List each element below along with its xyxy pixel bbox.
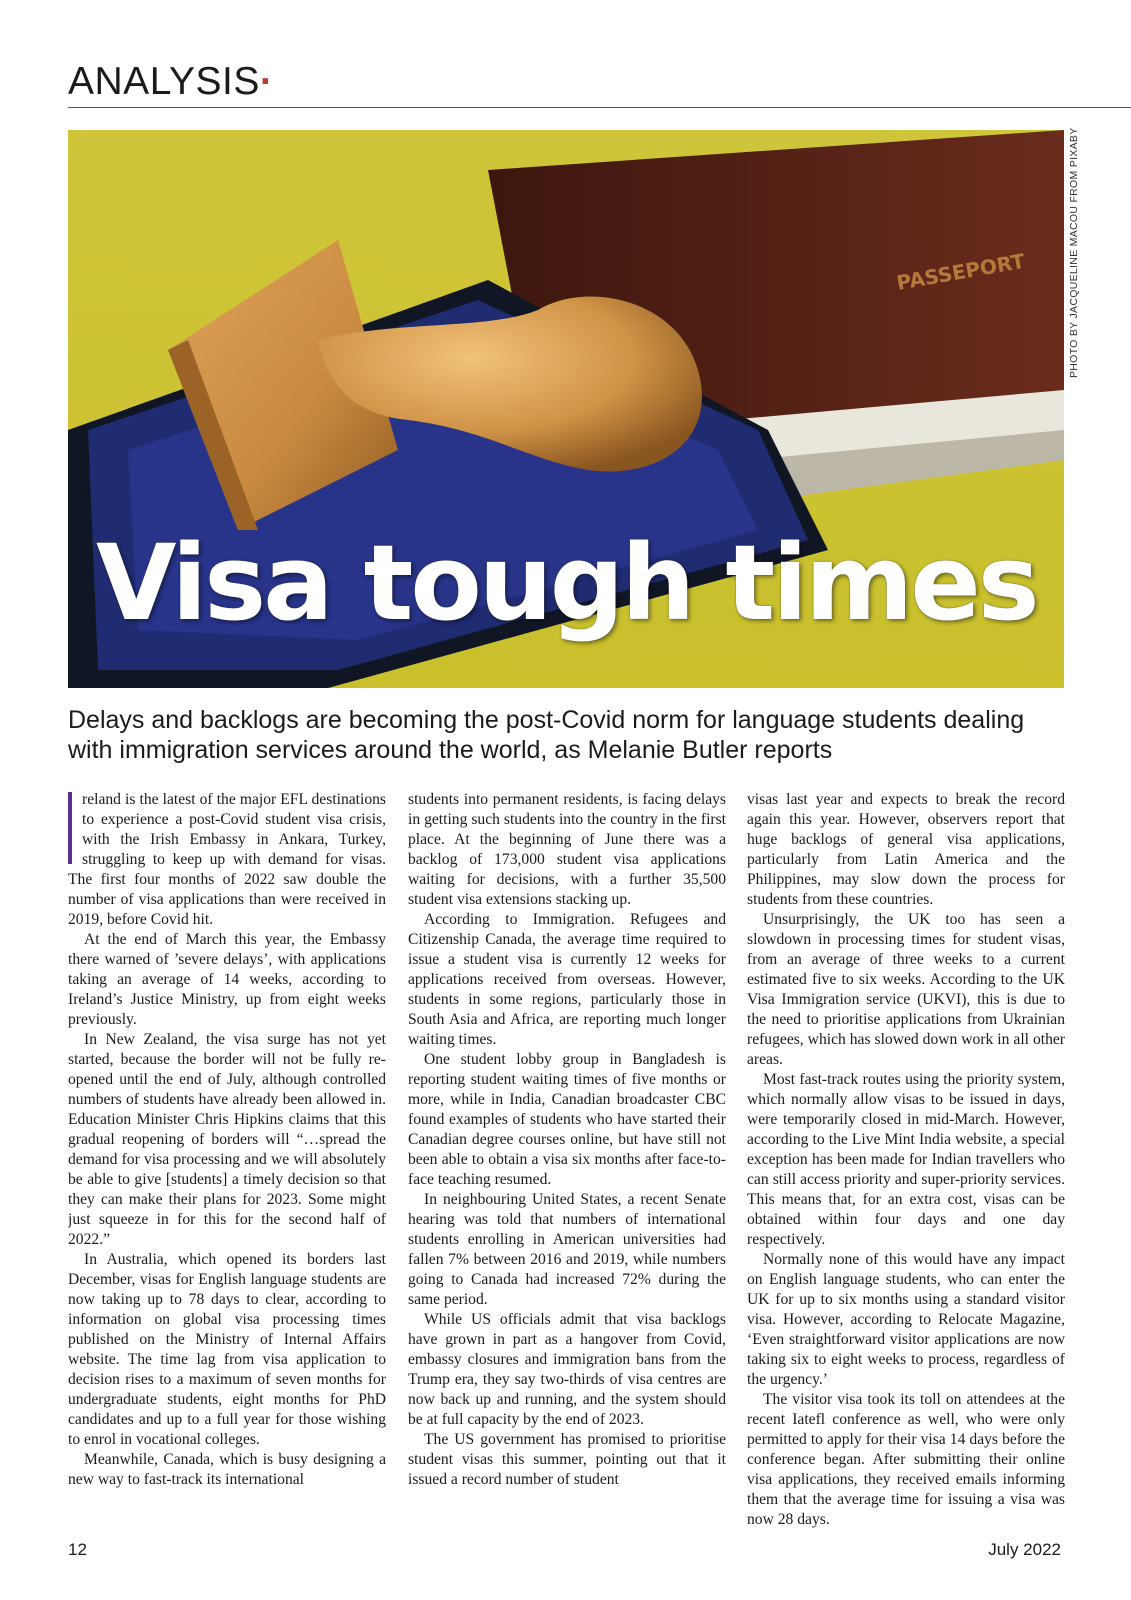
section-label xyxy=(68,60,273,104)
standfirst: Delays and backlogs are becoming the post-Covid norm for language students dealing with immigration services around the world, as Melanie Butler reports xyxy=(68,706,1025,764)
article-paragraph: At the end of March this year, the Embassy there warned of ’severe delays’, with applications taking an average of 14 weeks, according to Ireland’s Justice Ministry, up from eight weeks previously. xyxy=(68,931,386,1028)
article-paragraph: The visitor visa took its toll on attendees at the recent Iatefl conference as well, who were only permitted to apply for their visa 14 days before the conference began. After submitting their online visa applications, they received emails informing them that the average time for issuing a visa was now 28 days. xyxy=(747,1391,1065,1528)
article-paragraph: reland is the latest of the major EFL destinations to experience a post-Covid student visa crisis, with the Irish Embassy in Ankara, Turkey, struggling to keep up with demand for visas. The first four months of 2022 saw double the number of visa applications than were received in 2019, before Covid hit. xyxy=(68,791,386,928)
article-paragraph: Meanwhile, Canada, which is busy designing a new way to fast-track its international xyxy=(68,1451,386,1488)
article-paragraph: In neighbouring United States, a recent Senate hearing was told that numbers of international students enrolling in American universities had fallen 7% between 2016 and 2019, while numbers going to Canada had increased 72% during the same period. xyxy=(408,1191,726,1308)
headline: Visa tough times xyxy=(96,522,1037,644)
article-column-1 xyxy=(68,790,386,1530)
article-column-3 xyxy=(747,790,1065,1530)
dropcap-bar xyxy=(68,792,72,864)
header-rule xyxy=(68,107,1131,108)
article-paragraph: Most fast-track routes using the priority system, which normally allow visas to be issued in days, were temporarily closed in mid-March. However, according to the Live Mint India website, a special exception has been made for Indian travellers who can still access priority and super-priority services. This means that, for an extra cost, visas can be obtained within four days and one day respectively. xyxy=(747,1071,1065,1248)
article-paragraph: students into permanent residents, is facing delays in getting such students into the country in the first place. At the beginning of June there was a backlog of 173,000 student visa applications waiting for decisions, with a further 35,500 student visa extensions stacking up. xyxy=(408,791,726,908)
article-paragraph: While US officials admit that visa backlogs have grown in part as a hangover from Covid, embassy closures and immigration bans from the Trump era, they say two-thirds of visa centres are now back up and running, and the system should be at full capacity by the end of 2023. xyxy=(408,1311,726,1428)
article-paragraph: In New Zealand, the visa surge has not yet started, because the border will not be fully re-opened until the end of July, although controlled numbers of students have already been allowed in. Education Minister Chris Hipkins claims that this gradual reopening of borders will “…spread the demand for visa processing and we will absolutely be able to give [students] a timely decision so that they can make their plans for 2023. Some might just squeeze in for this for the second half of 2022.” xyxy=(68,1031,386,1248)
issue-date: July 2022 xyxy=(988,1540,1061,1559)
photo-credit: PHOTO BY JACQUELINE MACOU FROM PIXABY xyxy=(1068,127,1080,378)
article-paragraph: Normally none of this would have any impact on English language students, who can enter the UK for up to six months using a standard visitor visa. However, according to Relocate Magazine, ‘Even straightforward visitor applications are now taking six to eight weeks to process, regardless of the urgency.’ xyxy=(747,1251,1065,1388)
article-paragraph: In Australia, which opened its borders last December, visas for English language students are now taking up to 78 days to clear, according to information on global visa processing times published on the Ministry of Internal Affairs website. The time lag from visa application to decision rises to a maximum of seven months for undergraduate students, eight months for PhD candidates and up to a full year for those wishing to enrol in vocational colleges. xyxy=(68,1251,386,1448)
article-paragraph: One student lobby group in Bangladesh is reporting student waiting times of five months or more, while in India, Canadian broadcaster CBC found examples of students who have started their Canadian degree courses online, but have still not been able to obtain a visa six months after face-to-face teaching resumed. xyxy=(408,1051,726,1188)
passport-label: PASSEPORT xyxy=(894,248,1027,295)
article-paragraph: The US government has promised to prioritise student visas this summer, pointing out that it issued a record number of student xyxy=(408,1431,726,1488)
page-number: 12 xyxy=(68,1540,87,1559)
hero-image xyxy=(68,130,1064,688)
section-label-text: ANALYSIS xyxy=(68,60,260,103)
article-paragraph: visas last year and expects to break the record again this year. However, observers report that huge backlogs of general visa applications, particularly from Latin America and the Philippines, may slow down the process for students from these countries. xyxy=(747,791,1065,908)
section-marker: · xyxy=(259,60,274,103)
article-paragraph: Unsurprisingly, the UK too has seen a slowdown in processing times for student visas, from an average of three weeks to a current estimated five to six weeks. According to the UK Visa Immigration service (UKVI), this is due to the need to prioritise applications from Ukrainian refugees, which has slowed down work in all other areas. xyxy=(747,911,1065,1068)
article-column-2 xyxy=(408,790,726,1530)
article-paragraph: According to Immigration. Refugees and Citizenship Canada, the average time required to issue a student visa is currently 12 weeks for applications received from overseas. However, students in some regions, particularly those in South Asia and Africa, are reporting much longer waiting times. xyxy=(408,911,726,1048)
